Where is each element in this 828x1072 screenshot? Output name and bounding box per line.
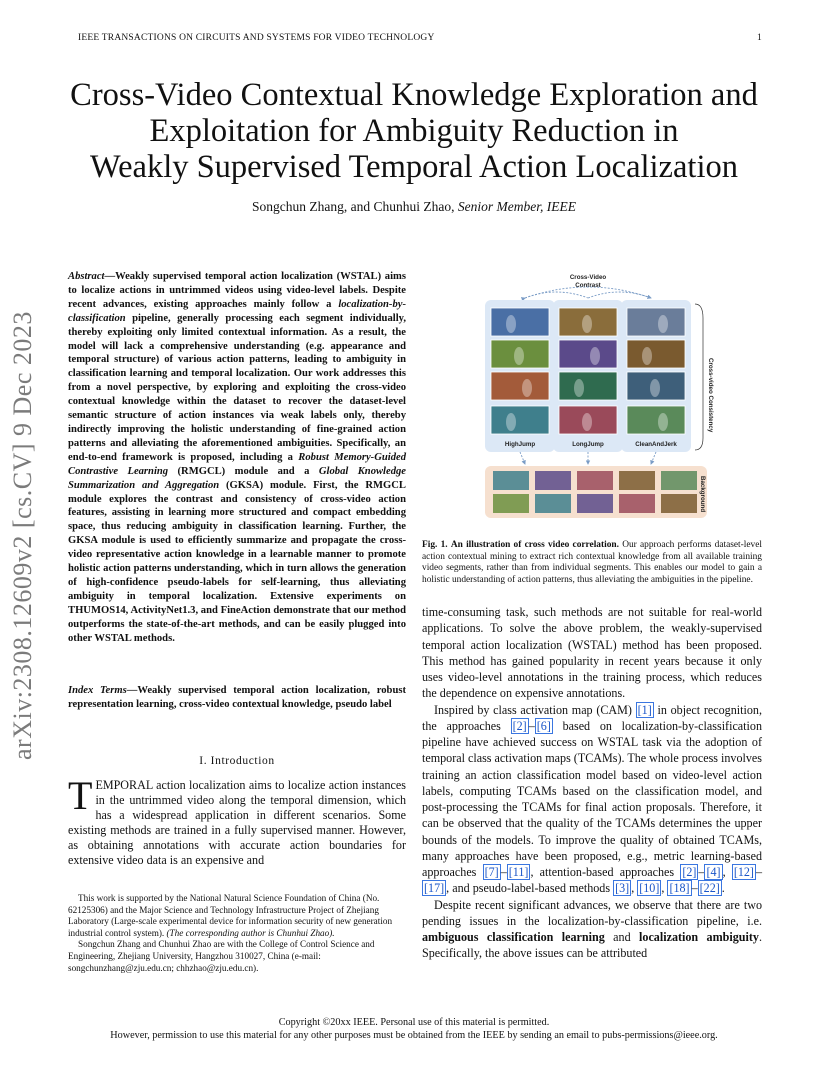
video-thumbnail — [559, 340, 617, 368]
abstract-emphasis: Robust Memory-Guided Contrastive Learning — [68, 451, 406, 477]
abstract — [68, 270, 406, 645]
background-thumbnail — [577, 494, 613, 513]
introduction-text — [68, 773, 406, 868]
title-line: Exploitation for Ambiguity Reduction in — [149, 113, 679, 149]
text: in object recognition, the approaches — [422, 702, 762, 733]
background-thumbnail — [577, 471, 613, 490]
athlete-figure — [590, 347, 600, 365]
abstract-emphasis: Global Knowledge Summarization and Aggregation — [68, 465, 407, 491]
citation-link[interactable]: [2] — [512, 718, 527, 733]
consistency-bracket — [695, 304, 703, 450]
authors — [40, 199, 788, 215]
footnote — [68, 893, 406, 974]
intro-paragraph: EMPORAL action localization aims to localize action instances in the untrimmed video along the temporal dimension, which has a widespread application in different scenarios. Some existing methods are trained in a fully supervised manner. However, as obtaining annotations with accurate action boundaries for extensive video data is an expensive and — [68, 778, 406, 867]
footnote-corresponding: (The corresponding author is Chunhui Zhao). — [166, 927, 335, 938]
background-thumbnail — [619, 494, 655, 513]
section-heading: I. Introduction — [199, 755, 275, 767]
text: Despite recent significant advances, we observe that there are two pending issues in the localization-by-classification pipeline, i.e. — [422, 897, 762, 928]
abstract-dash: — — [104, 271, 116, 282]
video-thumbnail — [627, 340, 685, 368]
paragraph — [422, 702, 762, 897]
athlete-figure — [658, 315, 668, 333]
index-terms-lead: Index Terms — [68, 685, 127, 696]
column-label-longjump: LongJump — [572, 441, 604, 448]
footnote-affiliation: Songchun Zhang and Chunhui Zhao are with the College of Control Science and Engineering, Zhejiang University, Hangzhou 310027, China (e-mail: songchunzhang@zju.edu.cn; chhzhao@zju.edu.cn). — [68, 939, 375, 973]
paragraph: time-consuming task, such methods are not suitable for real-world applications. To solve the above problem, the weakly-supervised temporal action localization (WSTAL) method has been proposed. This method has gained popularity in recent years because it only uses video-level annotations in the training process, which reduces the dependence on expensive annotations. — [422, 605, 762, 701]
video-thumbnail — [627, 308, 685, 336]
figure-caption — [422, 540, 762, 587]
citation-link[interactable]: [22] — [699, 881, 720, 896]
title-line: Weakly Supervised Temporal Action Localization — [90, 149, 738, 185]
athlete-figure — [582, 315, 592, 333]
citation-link[interactable]: [2] — [682, 865, 697, 879]
copyright: Copyright ©20xx IEEE. Personal use of this material is permitted. — [278, 1017, 550, 1028]
abstract-text: Weakly supervised temporal action localization (WSTAL) aims to localize actions in untrimmed videos using video-level labels. Despite recent advances, existing approaches mainly follow a — [68, 271, 406, 310]
figure-1 — [485, 268, 725, 528]
text: Inspired by class activation map (CAM) — [434, 702, 636, 717]
citation-link[interactable]: [3] — [615, 881, 630, 896]
text: , attention-based approaches — [530, 865, 681, 879]
column-label-cleanandjerk: CleanAndJerk — [635, 441, 677, 448]
citation-link[interactable]: [7] — [484, 865, 499, 879]
bold-term: localization ambiguity — [639, 930, 759, 944]
athlete-figure — [574, 379, 584, 397]
title-line: Cross-Video Contextual Knowledge Exploration and — [70, 77, 758, 113]
text: , — [722, 865, 732, 879]
bold-term: ambiguous classification learning — [422, 930, 605, 944]
text: , and pseudo-label-based methods — [446, 881, 614, 896]
background-thumbnail — [535, 471, 571, 490]
abstract-lead: Abstract — [68, 271, 105, 282]
footnote-text: This work is supported by the National Natural Science Foundation of China (No. 62125306) and the Major Science and Technology Infrastructure Project of Zhejiang Laboratory (Large-scale experimental device for information security of new generation industrial control system). — [68, 893, 393, 938]
figure-label-cross-video: Cross-Video — [569, 274, 607, 281]
text: , — [661, 881, 668, 896]
text: . — [721, 881, 725, 896]
citation-link[interactable]: [18] — [669, 881, 690, 896]
video-thumbnail — [491, 372, 549, 400]
author-names: Songchun Zhang, and Chunhui Zhao, — [252, 199, 458, 214]
figure-label-consistency: Cross-video Consistency — [707, 358, 714, 433]
athlete-figure — [642, 347, 652, 365]
background-thumbnail — [493, 494, 529, 513]
page-number: 1 — [757, 33, 762, 43]
text: – — [698, 865, 705, 879]
right-column-text — [422, 604, 762, 962]
index-terms — [68, 684, 406, 712]
athlete-figure — [506, 413, 516, 431]
paragraph — [422, 897, 762, 962]
text: , — [631, 881, 638, 896]
background-thumbnail — [619, 471, 655, 490]
athlete-figure — [650, 379, 660, 397]
contrast-arrow — [525, 292, 588, 298]
video-thumbnail — [491, 406, 549, 434]
author-role: Senior Member, IEEE — [457, 199, 576, 214]
citation-link[interactable]: [6] — [536, 718, 551, 733]
video-thumbnail — [559, 372, 617, 400]
background-arrow — [520, 452, 525, 464]
citation-link[interactable]: [17] — [424, 881, 445, 896]
citation-link[interactable]: [1] — [637, 702, 652, 717]
abstract-emphasis: localization-by-classification — [68, 298, 406, 324]
background-thumbnail — [661, 471, 697, 490]
contrast-arrow — [588, 292, 651, 298]
athlete-figure — [514, 347, 524, 365]
athlete-figure — [658, 413, 668, 431]
abstract-text: (RMGCL) module and a — [168, 465, 319, 477]
text: – — [691, 881, 698, 896]
text: – — [755, 865, 763, 879]
drop-cap: T — [68, 773, 93, 818]
background-thumbnail — [661, 494, 697, 513]
caption-text: Our approach performs dataset-level action contextual mining to extract rich contextual knowledge from all available training video segments, rather than from individual segments. This enables our model to gain a holistic understanding of action patterns, thus alleviating the ambiguities in the pipeline. — [422, 540, 763, 586]
column-label-highjump: HighJump — [504, 441, 536, 448]
background-arrow — [651, 452, 656, 464]
index-terms-text: —Weakly supervised temporal action localization, robust representation learning, cross-video contextual knowledge, pseudo label — [68, 685, 406, 710]
background-thumbnail — [535, 494, 571, 513]
arxiv-stamp: arXiv:2308.12609v2 [cs.CV] 9 Dec 2023 — [8, 311, 37, 760]
video-thumbnail — [491, 308, 549, 336]
video-thumbnail — [627, 406, 685, 434]
paper-title — [40, 77, 788, 185]
abstract-text: pipeline, generally processing each segment individually, thereby exploiting only limited contextual information. As a result, the model will lack a comprehensive understanding (e.g. appearance and temporal structure) of various action patterns, leading to ambiguity in classification learning and temporal localization. Our work addresses this from a novel perspective, by exploring and exploiting the cross-video contextual knowledge within the dataset to recover the dataset-level semantic structure of action instances via weak labels only, thereby indirectly improving the holistic understanding of fine-grained action patterns and alleviating the aforementioned ambiguities. Specifically, an end-to-end framework is proposed, including a — [68, 312, 406, 463]
citation-link[interactable]: [12] — [733, 865, 754, 879]
figure-label-background: Background — [699, 476, 706, 513]
running-head: IEEE TRANSACTIONS ON CIRCUITS AND SYSTEMS FOR VIDEO TECHNOLOGY — [78, 33, 435, 43]
text: – — [500, 865, 507, 879]
athlete-figure — [582, 413, 592, 431]
footnote-funding — [68, 893, 406, 939]
citation-link[interactable]: [4] — [706, 865, 721, 879]
athlete-figure — [506, 315, 516, 333]
abstract-text: (GKSA) module. First, the RMGCL module explores the contrast and consistency of cross-video action features, assisting in learning more structured and compact embedding space, thus reducing ambiguity in classification learning. Further, the GKSA module is used to efficiently summarize and propagate the cross-video representative action knowledge in a learnable manner to promote holistic action patterns understanding, which in turn allows the generation of high-confidence pseudo-labels for self-learning, thus alleviating ambiguity in temporal localization. Extensive experiments on THUMOS14, ActivityNet1.3, and FineAction demonstrate that our method outperforms the state-of-the-art methods, and can be easily plugged into other WSTAL methods. — [68, 479, 406, 644]
background-thumbnail — [493, 471, 529, 490]
athlete-figure — [522, 379, 532, 397]
text: based on localization-by-classification pipeline have achieved success on WSTAL task via the adoption of temporal class activation maps (TCAMs). The whole process involves training an action classification model based on video-level action labels, computing TCAMs based on the classification model, and post-processing the TCAMs for final action proposals. Therefore, it can be observed that the quality of the TCAMs determines the upper bounds of the models. To improve the quality of obtained TCAMs, many approaches have been proposed, e.g., metric learning-based approaches — [422, 718, 763, 879]
citation-link[interactable]: [10] — [639, 881, 660, 896]
text: – — [528, 718, 535, 733]
permission-notice: However, permission to use this material for any other purposes must be obtained from the IEEE by sending an email to pubs-permissions@ieee.org. — [110, 1030, 718, 1041]
caption-label: Fig. 1. — [422, 540, 448, 550]
citation-link[interactable]: [11] — [508, 865, 529, 879]
caption-bold: An illustration of cross video correlation. — [450, 540, 619, 550]
text: and — [604, 930, 640, 944]
figure-label-contrast: Contrast — [575, 282, 601, 289]
text: . Specifically, the above issues can be attributed — [422, 930, 762, 961]
